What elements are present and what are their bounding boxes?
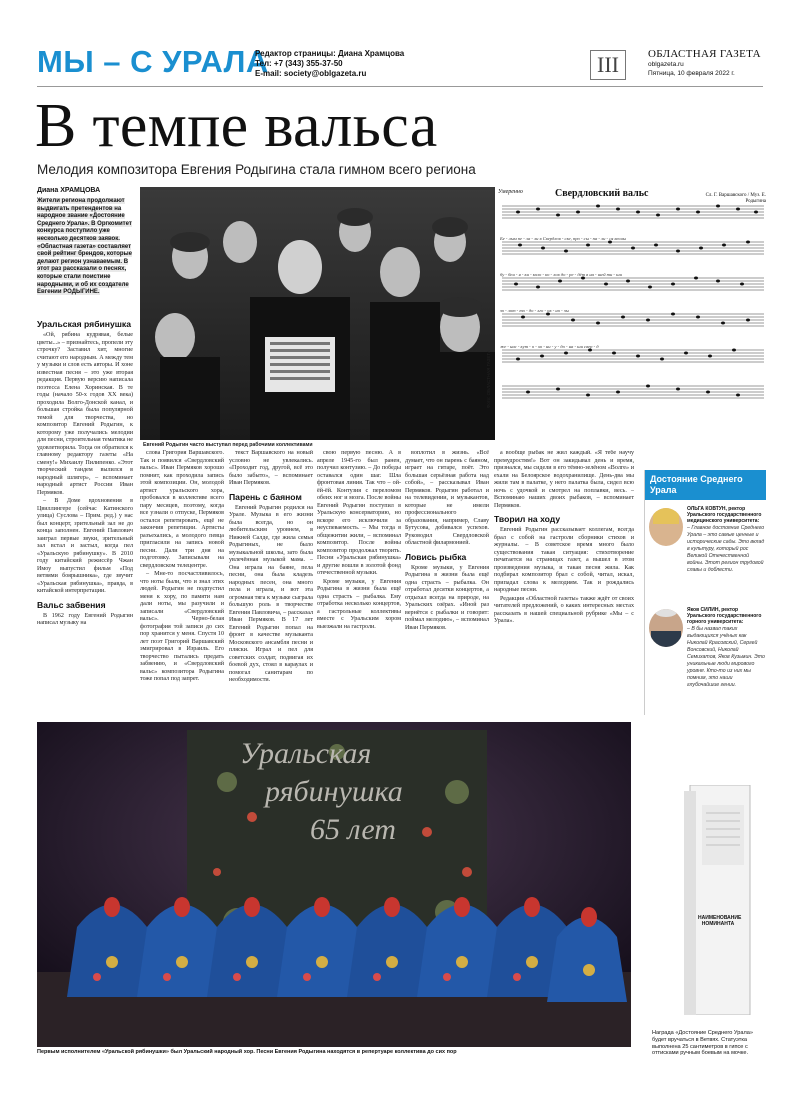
photo-rodygin-with-workers [140,187,495,440]
phone-line: Тел: +7 (343) 355-37-50 [255,59,343,68]
paragraph: – В Доме вдохновения в Цвиллингере (сейчас Катинского улица) Суслова – Прим. ред.) у нас был концерт, зрительный зал не до конца заполнен. Евгений Павлович заиграл первые звуки, зрительный зал встал и застыл, когда пел «Уральскую рябинушку». В 2010 году китайский режиссёр Чжан Имоу выпустил фильм «Под ветвями боярышника», где звучит «Уральская рябинушка», правда, в китайской интерпретации. [37,498,133,594]
page-number: III [590,50,626,80]
section-heading: Уральская рябинушка [37,319,132,329]
person2-quote: – В бы назвал таких выдающихся учёных как Николай Красовский, Сергей Вонсовский, Николай Семихатов, Яков Кузьмин. Это уникальные люди мирового уровня. Кто-то из них мы помним, это наши глубочайшие гении. [687,625,765,689]
paragraph: слова Григория Варшавского. Так и появился «Свердловский вальс». Иван Пермяков хорошо помнит, как проходила запись этой композиции. Он, молодой артист уральского хора, пробовался в коллективе всего пару месяцев, поэтому, когда все узнали о отпуске, Пермяков остался репетировать, ещё не закончив репетиции. Артисты разъехались, а молодого певца пригласили на запись новой песни. Дали три дня на подготовку. Записывали на свердловском телецентре. [140,450,224,569]
paragraph: воплотил в жизнь. «Всё думает, что он парень с баяном, играет на гитаре, поёт. Это большая серьёзная работа над собой», – рассказывал Иван Пермяков. Родыгин работал и на телевидении, и музыкантов, которые не имели профессионального образования, например, Славу Бутусова, добивался успехов. Руководил Свердловской областной филармонией. [405,450,489,546]
lyric-line: же - нас - кут - о - хо - ни - у - до - на - ши свер - д [500,344,599,349]
photo1-credit: Фото: ОБЛАСТНАЯ ГАЗЕТА [486,350,491,409]
lyric-line: Бе - лым пе - ла - ли в Свердлов - ске, про - сы - па - ли - ся весны [500,236,626,241]
newspaper-info [648,49,761,78]
banner-line-2: рябинушка [265,775,403,808]
paragraph: текст Варшавского на новый условно не увлекались. «Проходит год, другой, всё это было забыто», – вспоминает Иван Пермяков. [229,450,313,486]
text-column-6 [494,450,634,715]
newspaper-site: oblgazeta.ru [648,61,684,68]
sidebar-dostoyanie [644,470,766,715]
score-authors: Сл. Г. Варшавского / Муз. Е. Родыгина [705,193,766,204]
paragraph: В 1962 году Евгений Родыгин написал музыку на [37,612,133,626]
person2-name: Яков СИЛИН, ректор Уральского государственного горного университета: [687,607,762,626]
paragraph: Редакция «Областной газеты» также ждёт от своих читателей предложений, о каких интересных местах рассказать в нашей специальной рубрике «Мы – с Урала». [494,595,634,624]
rubric-title: МЫ – С УРАЛА [37,44,269,79]
statuette-caption: Награда «Достояние Среднего Урала» будет вручаться в Ветвях. Статуэтка выполнена 25 сантиметров в гипсе с оттисками ручным боевым на мочке. [652,1030,753,1057]
choir-photo-caption: Первым исполнителем «Уральской рябинушки» был Уральский народный хор. Песни Евгения Родыгина находятся в репертуаре коллектива до сих пор [37,1049,457,1055]
paragraph: «Ой, рябина кудрявая, белые цветы...» – признайтесь, пропели эту строчку? Заставил хит, многие считают его народным. А между тем у музыки и слов есть авторы. И хоне известная песня – это уже вторая редакция. Первую версию написала поэтесса Елена Хоринская. В те годы (начало 50-х годов XX века) проходила Волго-Донской канал, и большая стройка была популярной темой для творчества, но композитор Евгений Родыгин, к которому уже получались мелодии для песни, строительная тематика не удовлетворила. Тогда он обратился к главному редактору газеты «На смену!» Михаилу Пилипенко. «Этот творческий тандем вылился в народный шлягер», – вспоминает народный артист России Иван Пермяков. [37,332,133,496]
score-lyrics [500,221,766,365]
paragraph: Кроме музыки, у Евгения Родыгина в жизни была ещё одна страсть – рыбалка. Он отработал десятки концертов, а отдыхал всегда на природе, на Уральских озёрах. «Иной раз вернётся с рыбалки и говорит: поймал мелодию», – вспоминал Иван Пермяков. [405,564,489,631]
article-headline: В темпе вальса [35,92,438,160]
sidebar-entry-1 [645,506,766,601]
text-column-2 [140,450,224,715]
newspaper-name: ОБЛАСТНАЯ ГАЗЕТА [648,48,761,60]
paragraph: – Мне-то посчастливилось, что ноты были, что и знал этих людей. Родыгин не подпустил меня к хору, по памяти нам дали ноты, мы разучили и записали «Свердловский вальс». Черно-белая фотография той записи до сих пор хранится у меня. Спустя 10 лет поэт Григорий Варшавский эмигрировал в Израиль. Его творчество пытались предать забвению, и «Свердловский вальс» композитора Родыгина тоже попал под запрет. [140,571,224,682]
photo1-caption: Евгений Родыгин часто выступал перед рабочими коллективами [143,442,313,448]
accordion-photo [140,187,495,440]
person1-quote: – Главное достояние Среднего Урала – это самые ценные и исторические сады. Это вклад в культуру, который рос Великой Отечественной войны. Этот регион трудовой славы и доблести. [687,524,765,574]
text-column-1 [37,315,133,715]
person1-name: ОЛЬГА КОВТУН, ректор Уральского государственного медицинского университета: [687,506,762,525]
banner-line-3: 65 лет [310,813,396,846]
score-title: Свердловский вальс [555,188,649,199]
article-byline: Диана ХРАМЦОВА [37,187,101,194]
editor-info [255,49,404,79]
paragraph: свою первую песню. А в апреле 1945-го был ранен, получил контузию. – До победы оставался один шаг. Шла фронтовая линия. Так что – ой-ёй-ёй. Контузия с переломом обеих ног и мозга. После войны Евгений Родыгин поступил в Уральскую консерваторию, но вскоре его исключили за неуспеваемость. – Мы тогда в общежитии жили, – вспоминал композитор. После войны композитор продолжал творить. Песни «Уральская рябинушка» и другие вошли в золотой фонд отечественной музыки. [317,450,401,576]
statuette-label: НАИМЕНОВАНИЕ НОМИНАНТА [698,915,742,927]
section-heading: Ловись рыбка [405,551,467,562]
section-heading: Парень с баяном [229,491,302,502]
lead-text: Жители региона продолжают выдвигать претендентов на народное звание «Достояние Среднего Урала». В Оргкомитет конкурса поступило уже несколько десятков заявок. «Областная газета» составляет свой рейтинг брендов, которые делают регион узнаваемым. В этот раз рассказали о песнях, которые стали поистине народными, и об их создателе Евгении РОДЫГИНЕ. [37,198,132,296]
award-statuette [680,785,758,1015]
section-heading: Вальс забвения [37,599,106,610]
sidebar-title: Достояние Среднего Урала [645,470,766,500]
paragraph: Евгений Родыгин рассказывает коллегам, всегда брал с собой на гастроли сборники стихов и журналы. – В советское время много было существования такая ситуация: стихотворение печатается на страницах газет, а вышел в этом произведения музыка, и такая песня жила. Как подбирал композитор брал с собой, читал, искал, припадал слова к мелодиям. Так и рождались народные песни. [494,527,634,593]
lyric-line: бу - бен - я - ки - коло - ко - лов до - ре - дёт в на - шей ти - ши [500,272,622,277]
statuette-image [680,785,758,1015]
avatar [649,609,683,647]
text-column-5 [405,450,489,715]
section-heading: Творил на ходу [494,514,561,524]
paragraph: а вообще рыбак не жил каждый. «Я тебе научу премудростям!» Вот он закидывал день и время, признался, мы сидели в его тёмно-зелёном «Волге» и ехали на Белоярское водохранилище. День-два мы жили там в палатке, у него палатка была, сидел всю ночь с удочкой и смотрел на поплавки, весь. – Вспоминаю наших двоих рыбаков, – вспоминает Пермяков. [494,450,634,509]
text-column-3 [229,450,313,715]
banner-text [240,735,403,849]
text-column-4 [317,450,401,715]
header-divider [37,86,763,87]
paragraph: Кроме музыки, у Евгения Родыгина в жизни была ещё одна страсть – рыбалка. Ему отработка несколько концертов, а гастрольные коллективы вместе с Уральским хором выезжали на гастроли. [317,578,401,630]
avatar [649,508,683,546]
email-line: E-mail: society@oblgazeta.ru [255,69,367,78]
issue-date: Пятница, 10 февраля 2022 г. [648,70,735,77]
score-tempo: Умеренно [498,189,523,195]
editor-line: Редактор страницы: Диана Храмцова [255,49,405,58]
banner-line-1: Уральская [240,737,372,770]
sidebar-entry-2 [645,607,766,689]
article-subheadline: Мелодия композитора Евгения Родыгина стала гимном всего региона [37,162,476,177]
lyric-line: зо - лот - то - до - лго - ок - но - зы [500,308,569,313]
paragraph: Евгений Родыгин родился на Урале. Музыка в его жизни была всегда, но он любительским уровнем, в Нижней Салде, где жила семья Родыгиных, не было музыкальной школы, зато была увлечённая музыкой мама. – Она играла на баяне, пела песни, она была кладезь народных песен, она много пела и играла, и вот эта огромная тяга к музыке сыграла большую роль в творчестве Евгения Павловича, – рассказал Иван Пермяков. В 17 лет Евгений Родыгин попал на фронт в качестве музыканта Московского ансамбля песни и пляски. Играл и пел для советских солдат, подвигая их боевой дух, стоял в караулах и помогал санитарам по необходимости. [229,504,313,683]
article-lead [37,198,132,297]
